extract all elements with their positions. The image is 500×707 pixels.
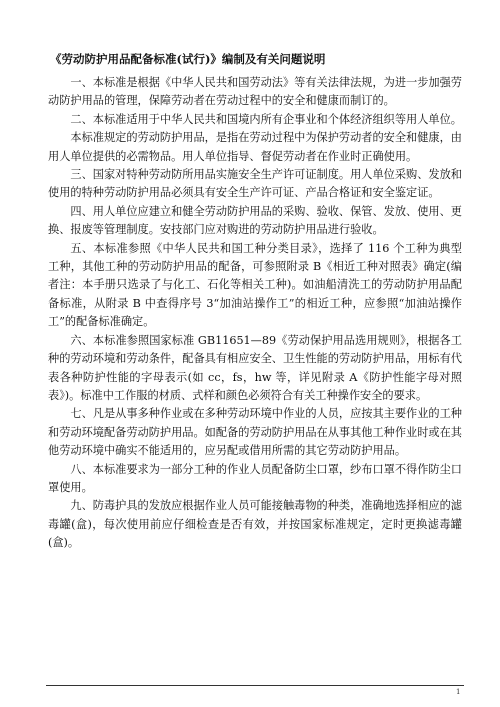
footer-divider xyxy=(46,685,464,686)
paragraph-9: 八、本标准要求为一部分工种的作业人员配备防尘口罩，纱布口罩不得作防尘口罩使用。 xyxy=(48,462,462,494)
paragraph-6: 五、本标准参照《中华人民共和国工种分类目录》，选择了 116 个工种为典型工种，其他工种的劳动防护用品的配备，可参照附录 B《相近工种对照表》确定(编者注：本手册只选录了与化工、石化等相关工种)。如油船清洗工的劳动防护用品配备标准，从附录 B 中查得序号 3“加油站操作工”的相近工种，应参照“加油站操作工”的配备标准确定。 xyxy=(48,241,462,329)
paragraph-4: 三、国家对特种劳动防所用品实施安全生产许可证制度。用人单位采购、发放和使用的特种劳动防护用品必须具有安全生产许可证、产品合格证和安全鉴定证。 xyxy=(48,168,462,200)
paragraph-8: 七、凡是从事多种作业或在多种劳动环境中作业的人员，应按其主要作业的工种和劳动环境配备劳动防护用品。如配备的劳动防护用品在从事其他工种作业时或在其他劳动环境中确实不能适用的，应另配或借用所需的其它劳动防护用品。 xyxy=(48,407,462,458)
paragraph-3: 本标准规定的劳动防护用品，是指在劳动过程中为保护劳动者的安全和健康，由用人单位提供的必需物品。用人单位指导、督促劳动者在作业时正确使用。 xyxy=(48,131,462,163)
paragraph-7: 六、本标准参照国家标准 GB11651—89《劳动保护用品选用规则》，根据各工种的劳动环境和劳动条件，配备具有相应安全、卫生性能的劳动防护用品，用标有代表各种防护性能的字母表示(如 cc，fs，hw 等，详见附录 A《防护性能字母对照表》)。标准中工作服的材质、式样和颜色必须符合有关工种操作安全的要求。 xyxy=(48,333,462,402)
paragraph-2: 二、本标准适用于中华人民共和国境内所有企事业和个体经济组织等用人单位。 xyxy=(70,112,462,126)
paragraph-1: 一、本标准是根据《中华人民共和国劳动法》等有关法律法规，为进一步加强劳动防护用品的管理，保障劳动者在劳动过程中的安全和健康而制订的。 xyxy=(48,76,462,108)
page-number: 1 xyxy=(456,688,461,696)
paragraph-10: 九、防毒护具的发放应根据作业人员可能接触毒物的种类，准确地选择相应的滤毒罐(盒)，每次使用前应仔细检查是否有效，并按国家标准规定，定时更换滤毒罐(盒)。 xyxy=(48,499,462,550)
document-title: 《劳动防护用品配备标准(试行)》编制及有关问题说明 xyxy=(50,52,326,66)
document-body xyxy=(48,74,462,553)
paragraph-5: 四、用人单位应建立和健全劳动防护用品的采购、验收、保管、发放、使用、更换、报废等管理制度。安技部门应对购进的劳动防护用品进行验收。 xyxy=(48,204,462,237)
